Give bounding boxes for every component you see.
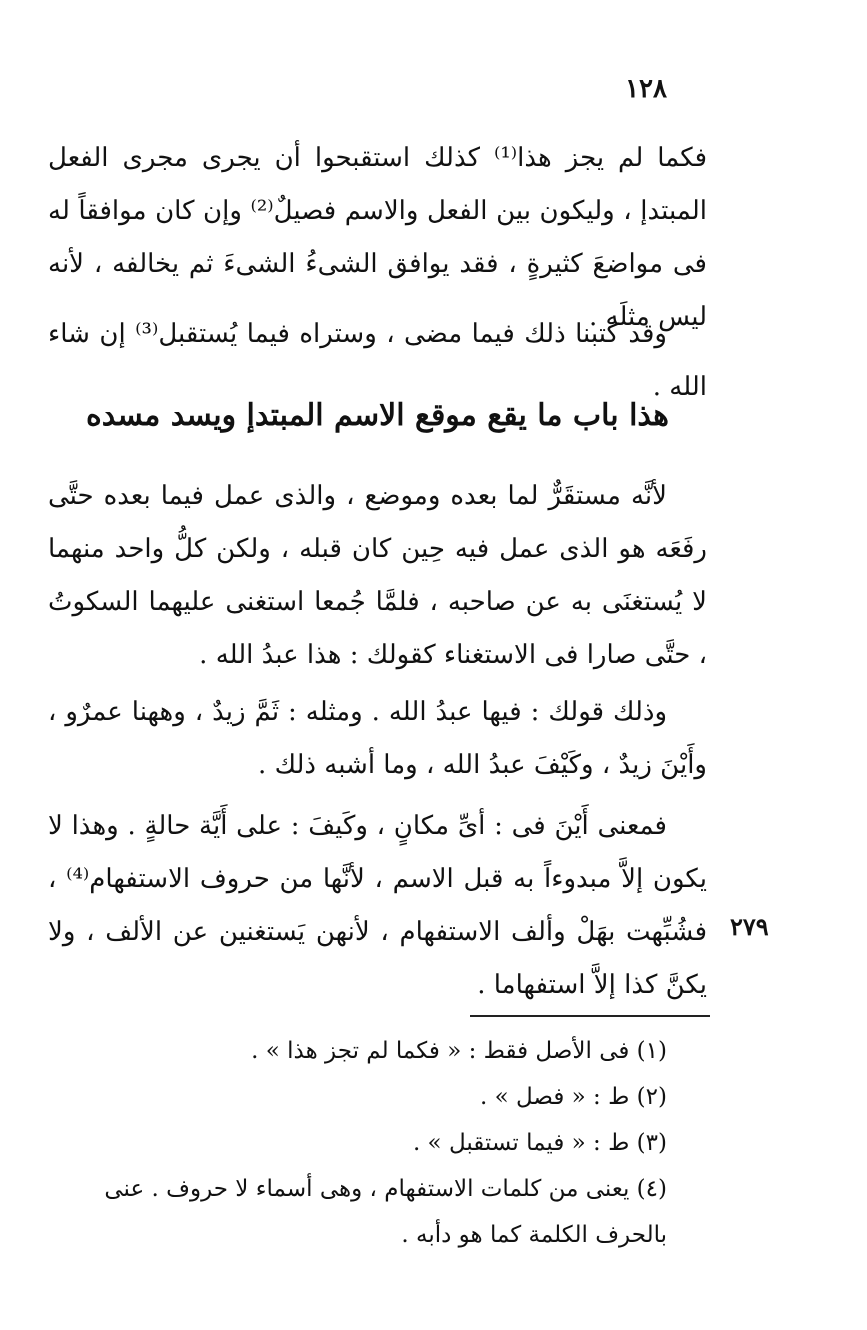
footnote-3: (٣) ط : « فيما تستقبل » . xyxy=(412,1130,667,1156)
footnote-2: (٢) ط : « فصل » . xyxy=(479,1084,667,1110)
paragraph-4: وذلك قولك : فيها عبدُ الله . ومثله : ثَمَّ زيدٌ ، وههنا عمرٌو ، وأَيْنَ زيدٌ ، وكَيْفَ عبدُ الله ، وما أشبه ذلك . xyxy=(48,697,707,780)
paragraph-2: وقد كتبنا ذلك فيما مضى ، وستراه فيما يُستقبل⁽³⁾ إن شاء الله . xyxy=(48,319,707,402)
section-heading: هذا باب ما يقع موقع الاسم المبتدإ ويسد مسده xyxy=(86,398,669,433)
footnote-divider xyxy=(470,1015,710,1017)
page-number: ١٢٨ xyxy=(625,74,667,104)
footnote-1: (١) فى الأصل فقط : « فكما لم تجز هذا » . xyxy=(251,1038,667,1064)
footnote-4: (٤) يعنى من كلمات الاستفهام ، وهى أسماء لا حروف . عنى بالحرف الكلمة كما هو دأبه . xyxy=(104,1176,667,1248)
margin-reference-number: ٢٧٩ xyxy=(730,912,769,941)
paragraph-1: فكما لم يجز هذا⁽¹⁾ كذلك استقبحوا أن يجرى مجرى الفعل المبتدإ ، وليكون بين الفعل والاسم فصيلٌ⁽²⁾ وإن كان موافقاً له فى مواضعَ كثيرةٍ ، فقد يوافق الشىءُ الشىءَ ثم يخالفه ، لأنه ليس مثلَه . xyxy=(48,143,707,332)
paragraph-3: لأنَّه مستقَرٌّ لما بعده وموضع ، والذى عمل فيما بعده حتَّى رفَعَه هو الذى عمل فيه حِين كان قبله ، ولكن كلُّ واحد منهما لا يُستغنَى به عن صاحبه ، فلمَّا جُمعا استغنى عليهما السكوتُ ، حتَّى صارا فى الاستغناء كقولك : هذا عبدُ الله . xyxy=(48,481,707,670)
paragraph-5: فمعنى أَيْنَ فى : أىِّ مكانٍ ، وكَيفَ : على أَيَّة حالةٍ . وهذا لا يكون إلاَّ مبدوءاً به قبل الاسم ، لأنَّها من حروف الاستفهام⁽⁴⁾ ، فشُبِّهت بهَلْ وألف الاستفهام ، لأنهن يَستغنين عن الألف ، ولا يكنَّ كذا إلاَّ استفهاما . xyxy=(48,811,707,1000)
footnotes-list xyxy=(48,1028,667,1258)
